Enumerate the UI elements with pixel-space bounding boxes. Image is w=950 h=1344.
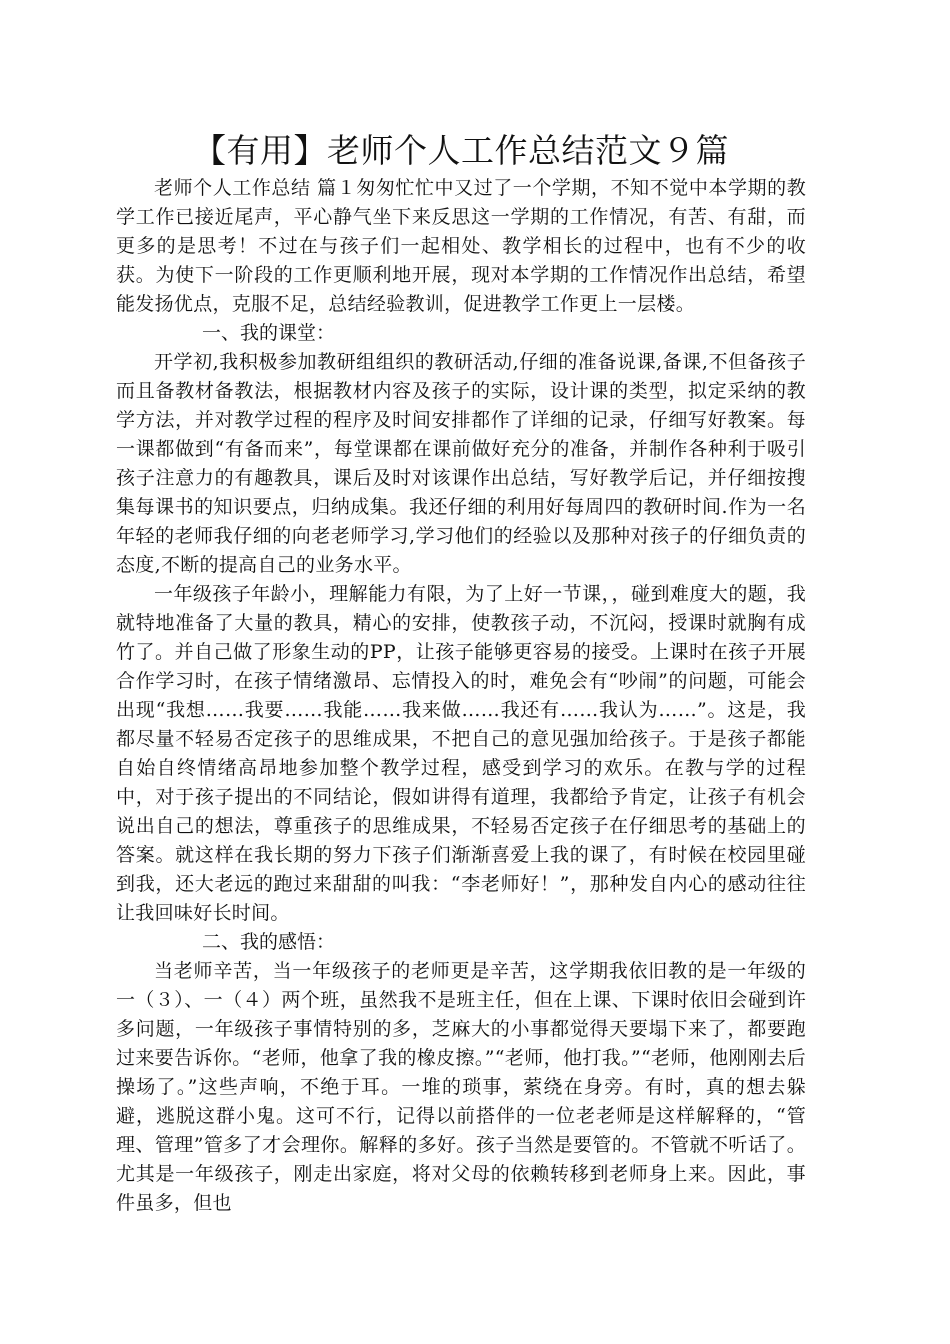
classroom-paragraph-1: 开学初,我积极参加教研组组织的教研活动,仔细的准备说课,备课,不但备孩子而且备教材备教法，根据教材内容及孩子的实际，设计课的类型，拟定采纳的教学方法，并对教学过程的程序及时间安排都作了详细的记录，仔细写好教案。每一课都做到“有备而来”，每堂课都在课前做好充分的准备，并制作各种利于吸引孩子注意力的有趣教具，课后及时对该课作出总结，写好教学后记，并仔细按搜集每课书的知识要点，归纳成集。我还仔细的利用好每周四的教研时间.作为一名年轻的老师我仔细的向老老师学习,学习他们的经验以及那种对孩子的仔细负责的态度,不断的提高自己的业务水平。 [116, 351, 806, 576]
classroom-paragraph-2: 一年级孩子年龄小，理解能力有限，为了上好一节课，，碰到难度大的题，我就特地准备了大量的教具，精心的安排，使教孩子动，不沉闷，授课时就胸有成竹了。并自己做了形象生动的PP，让孩子能够更容易的接受。上课时在孩子开展合作学习时，在孩子情绪激昂、忘情投入的时，难免会有“吵闹”的问题，可能会出现“我想……我要……我能……我来做……我还有……我认为……”。这是，我都尽量不轻易否定孩子的思维成果，不把自己的意见强加给孩子。于是孩子都能自始自终情绪高昂地参加整个教学过程，感受到学习的欢乐。在教与学的过程中，对于孩子提出的不同结论，假如讲得有道理，我都给予肯定，让孩子有机会说出自己的想法，尊重孩子的思维成果，不轻易否定孩子在仔细思考的基础上的答案。就这样在我长期的努力下孩子们渐渐喜爱上我的课了，有时候在校园里碰到我，还大老远的跑过来甜甜的叫我：“李老师好！”，那种发自内心的感动往往让我回味好长时间。 [116, 583, 806, 924]
intro-paragraph: 老师个人工作总结 篇１匆匆忙忙中又过了一个学期，不知不觉中本学期的教学工作已接近尾声，平心静气坐下来反思这一学期的工作情况，有苦、有甜，而更多的是思考！不过在与孩子们一起相处、教学相长的过程中，也有不少的收获。为使下一阶段的工作更顺利地开展，现对本学期的工作情况作出总结，希望能发扬优点，克服不足，总结经验教训，促进教学工作更上一层楼。 [116, 177, 806, 315]
document-title: 【有用】老师个人工作总结范文９篇 [193, 131, 729, 170]
document-body [116, 174, 806, 1218]
section-heading-classroom: 一、我的课堂： [202, 322, 336, 344]
section-heading-reflection: 二、我的感悟： [202, 931, 336, 953]
document-page [116, 128, 806, 1218]
reflection-paragraph: 当老师辛苦，当一年级孩子的老师更是辛苦，这学期我依旧教的是一年级的一（３）、一（４）两个班，虽然我不是班主任，但在上课、下课时依旧会碰到许多问题，一年级孩子事情特别的多，芝麻大的小事都觉得天要塌下来了，都要跑过来要告诉你。“老师，他拿了我的橡皮擦。”“老师，他打我。”“老师，他刚刚去后操场了。”这些声响，不绝于耳。一堆的琐事，萦绕在身旁。有时，真的想去躲避，逃脱这群小鬼。这可不行，记得以前搭伴的一位老老师是这样解释的，“管理、管理”管多了才会理你。解释的多好。孩子当然是要管的。不管就不听话了。尤其是一年级孩子，刚走出家庭，将对父母的依赖转移到老师身上来。因此，事件虽多，但也 [116, 960, 806, 1214]
